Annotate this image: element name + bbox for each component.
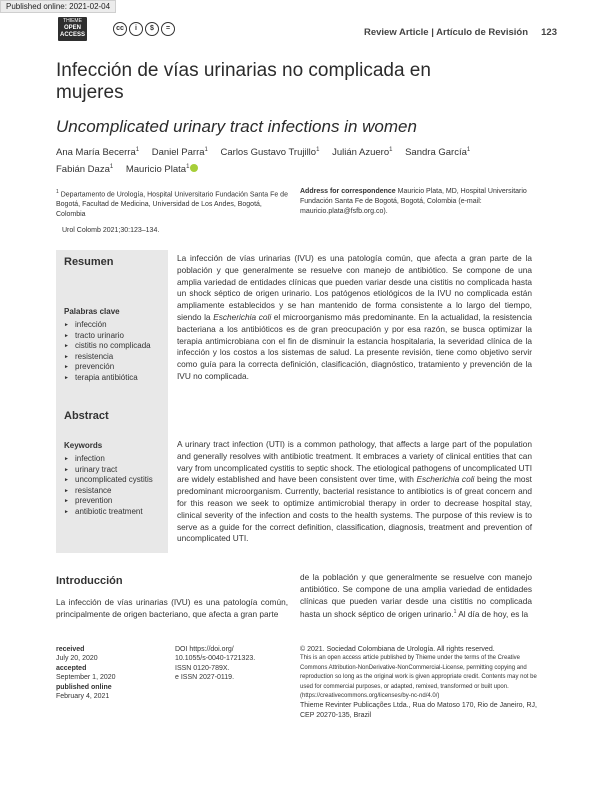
published-online-stamp: Published online: 2021-02-04 (0, 0, 116, 13)
keyword: ► infección (64, 320, 168, 331)
spanish-keyword-list (64, 320, 168, 383)
keywords-heading: Keywords (64, 441, 103, 450)
article-identifiers: DOI https://doi.org/ 10.1055/s-0040-1721323. ISSN 0120-789X. e ISSN 2027-0119. (175, 646, 256, 682)
keyword: ► resistance (64, 486, 168, 497)
resumen-text: La infección de vías urinarias (IVU) es una patología común, que afecta a gran parte de la población y que generalmente se resuelve con manejo de antibiótico. Se compone de una amplia variedad de entidades clínicas que pueden variar desde una cistitis no complicada hasta un shock séptico de origen urinario. Los patógenos etiológicos de la IVU no complicada están ampliamente establecidos y se han mantenido de forma consistente a lo largo del tiempo, siendo la Escherichia coli el microorganismo más predominante. En la actualidad, la resistencia bacteriana a los antibióticos es de gran preocupación y por esa razón, se busca optimizar la terapia antimicrobiana con el fin de disminuir la estancia hospitalaria, la severidad clínica de la infección y los costos a los sistemas de salud. La presente revisión, tiene como objetivo servir como guía para la correcta definición, clasificación, diagnóstico, tratamiento y prevención de la IVU no complicada. (177, 253, 532, 381)
author: Carlos Gustavo Trujillo$^1$ (220, 147, 320, 159)
affiliation: $^1$ Departamento de Urología, Hospital Universitario Fundación Santa Fe de Bogotá, Facultad de Medicina, Universidad de Los Andes, Bogotá, Colombia (56, 189, 288, 219)
author-list (56, 143, 526, 177)
keyword: ► tracto urinario (64, 331, 168, 342)
by-icon: i (129, 22, 143, 36)
keyword: ► terapia antibiótica (64, 373, 168, 384)
nd-icon: = (161, 22, 175, 36)
author: Fabián Daza$^1$ (56, 164, 114, 176)
intro-column-2: de la población y que generalmente se resuelve con manejo antibiótico. Se compone de una amplia variedad de entidades clínicas que pueden variar desde una cistitis no complicada hasta un shock séptico de origen urinario.$^1$ Al día de hoy, es la (300, 572, 532, 620)
author: Mauricio Plata$^1$ (126, 164, 199, 175)
keyword: ► resistencia (64, 352, 168, 363)
keyword: ► uncomplicated cystitis (64, 475, 168, 486)
thieme-open-access-logo: THIEME OPEN ACCESS (58, 17, 87, 41)
running-head: Review Article | Artículo de Revisión (363, 27, 528, 38)
author: Ana María Becerra$^1$ (56, 147, 140, 159)
keyword: ► cistitis no complicada (64, 341, 168, 352)
creative-commons-icons (113, 22, 175, 36)
orcid-icon[interactable] (190, 164, 198, 172)
doi-link[interactable]: DOI https://doi.org/ (175, 646, 234, 653)
cc-icon: cc (113, 22, 127, 36)
author: Daniel Parra$^1$ (151, 147, 208, 159)
palabras-clave-heading: Palabras clave (64, 307, 120, 316)
abstract-text: A urinary tract infection (UTI) is a common pathology, that affects a large part of the population and generally resolves with antibiotic treatment. It embraces a variety of clinical entities that can vary from uncomplicated cystitis to septic shock. The etiological pathogens of uncomplicated UTI are widely established and have been consistent over time, with Escherichia coli being the most predominant microorganism. Currently, bacterial resistance to antibiotics is of great concern and for this reason we seek to optimize antimicrobial therapy in order to decrease hospital stay, clinical severity of the infection and costs to the health systems. The purpose of this review is to serve as a guide for the correct definition, classification, diagnosis, treatment and prevention of uncomplicated UTI. (177, 439, 532, 544)
keyword: ► prevención (64, 362, 168, 373)
author: Sandra García$^1$ (405, 147, 471, 159)
article-dates: received July 20, 2020 accepted September 1, 2020 published online February 4, 2021 (56, 646, 116, 701)
keyword: ► urinary tract (64, 465, 168, 476)
nc-icon: $ (145, 22, 159, 36)
intro-column-1: La infección de vías urinarias (IVU) es una patología común, principalmente de origen bacteriano, que afecta a gran parte (56, 597, 288, 619)
author: Julián Azuero$^1$ (332, 147, 393, 159)
abstract-heading: Abstract (64, 410, 109, 422)
keyword: ► infection (64, 454, 168, 465)
article-title-spanish: Infección de vías urinarias no complicada en mujeres (56, 60, 431, 103)
page-number: 123 (541, 27, 557, 38)
english-keyword-list (64, 454, 168, 517)
resumen-heading: Resumen (64, 256, 114, 268)
keyword-panel (56, 250, 168, 553)
introduccion-heading: Introducción (56, 575, 123, 587)
license-notice: © 2021. Sociedad Colombiana de Urología. All rights reserved. This is an open access article published by Thieme under the terms of the Creative Commons Attribution-NonDerivative-NonCommercial-License, permitting copying and reproduction so long as the original work is given appropriate credit. Contents may not be used for commercial purposes, or adapted, remixed, transformed or built upon. (https://creativecommons.org/licenses/by-nc-nd/4.0/) Thieme Revinter Publicações Ltda., Rua do Matoso 170, Rio de Janeiro, RJ, CEP 20270-135, Brazil (300, 646, 537, 719)
keyword: ► antibiotic treatment (64, 507, 168, 518)
keyword: ► prevention (64, 496, 168, 507)
citation: Urol Colomb 2021;30:123–134. (62, 227, 160, 234)
correspondence-address: Address for correspondence Mauricio Plata, MD, Hospital Universitario Fundación Santa Fe de Bogotá, Bogotá, Colombia (e-mail: mauricio.plata@fsfb.org.co). (300, 188, 527, 215)
article-title-english: Uncomplicated urinary tract infections in women (56, 117, 417, 136)
